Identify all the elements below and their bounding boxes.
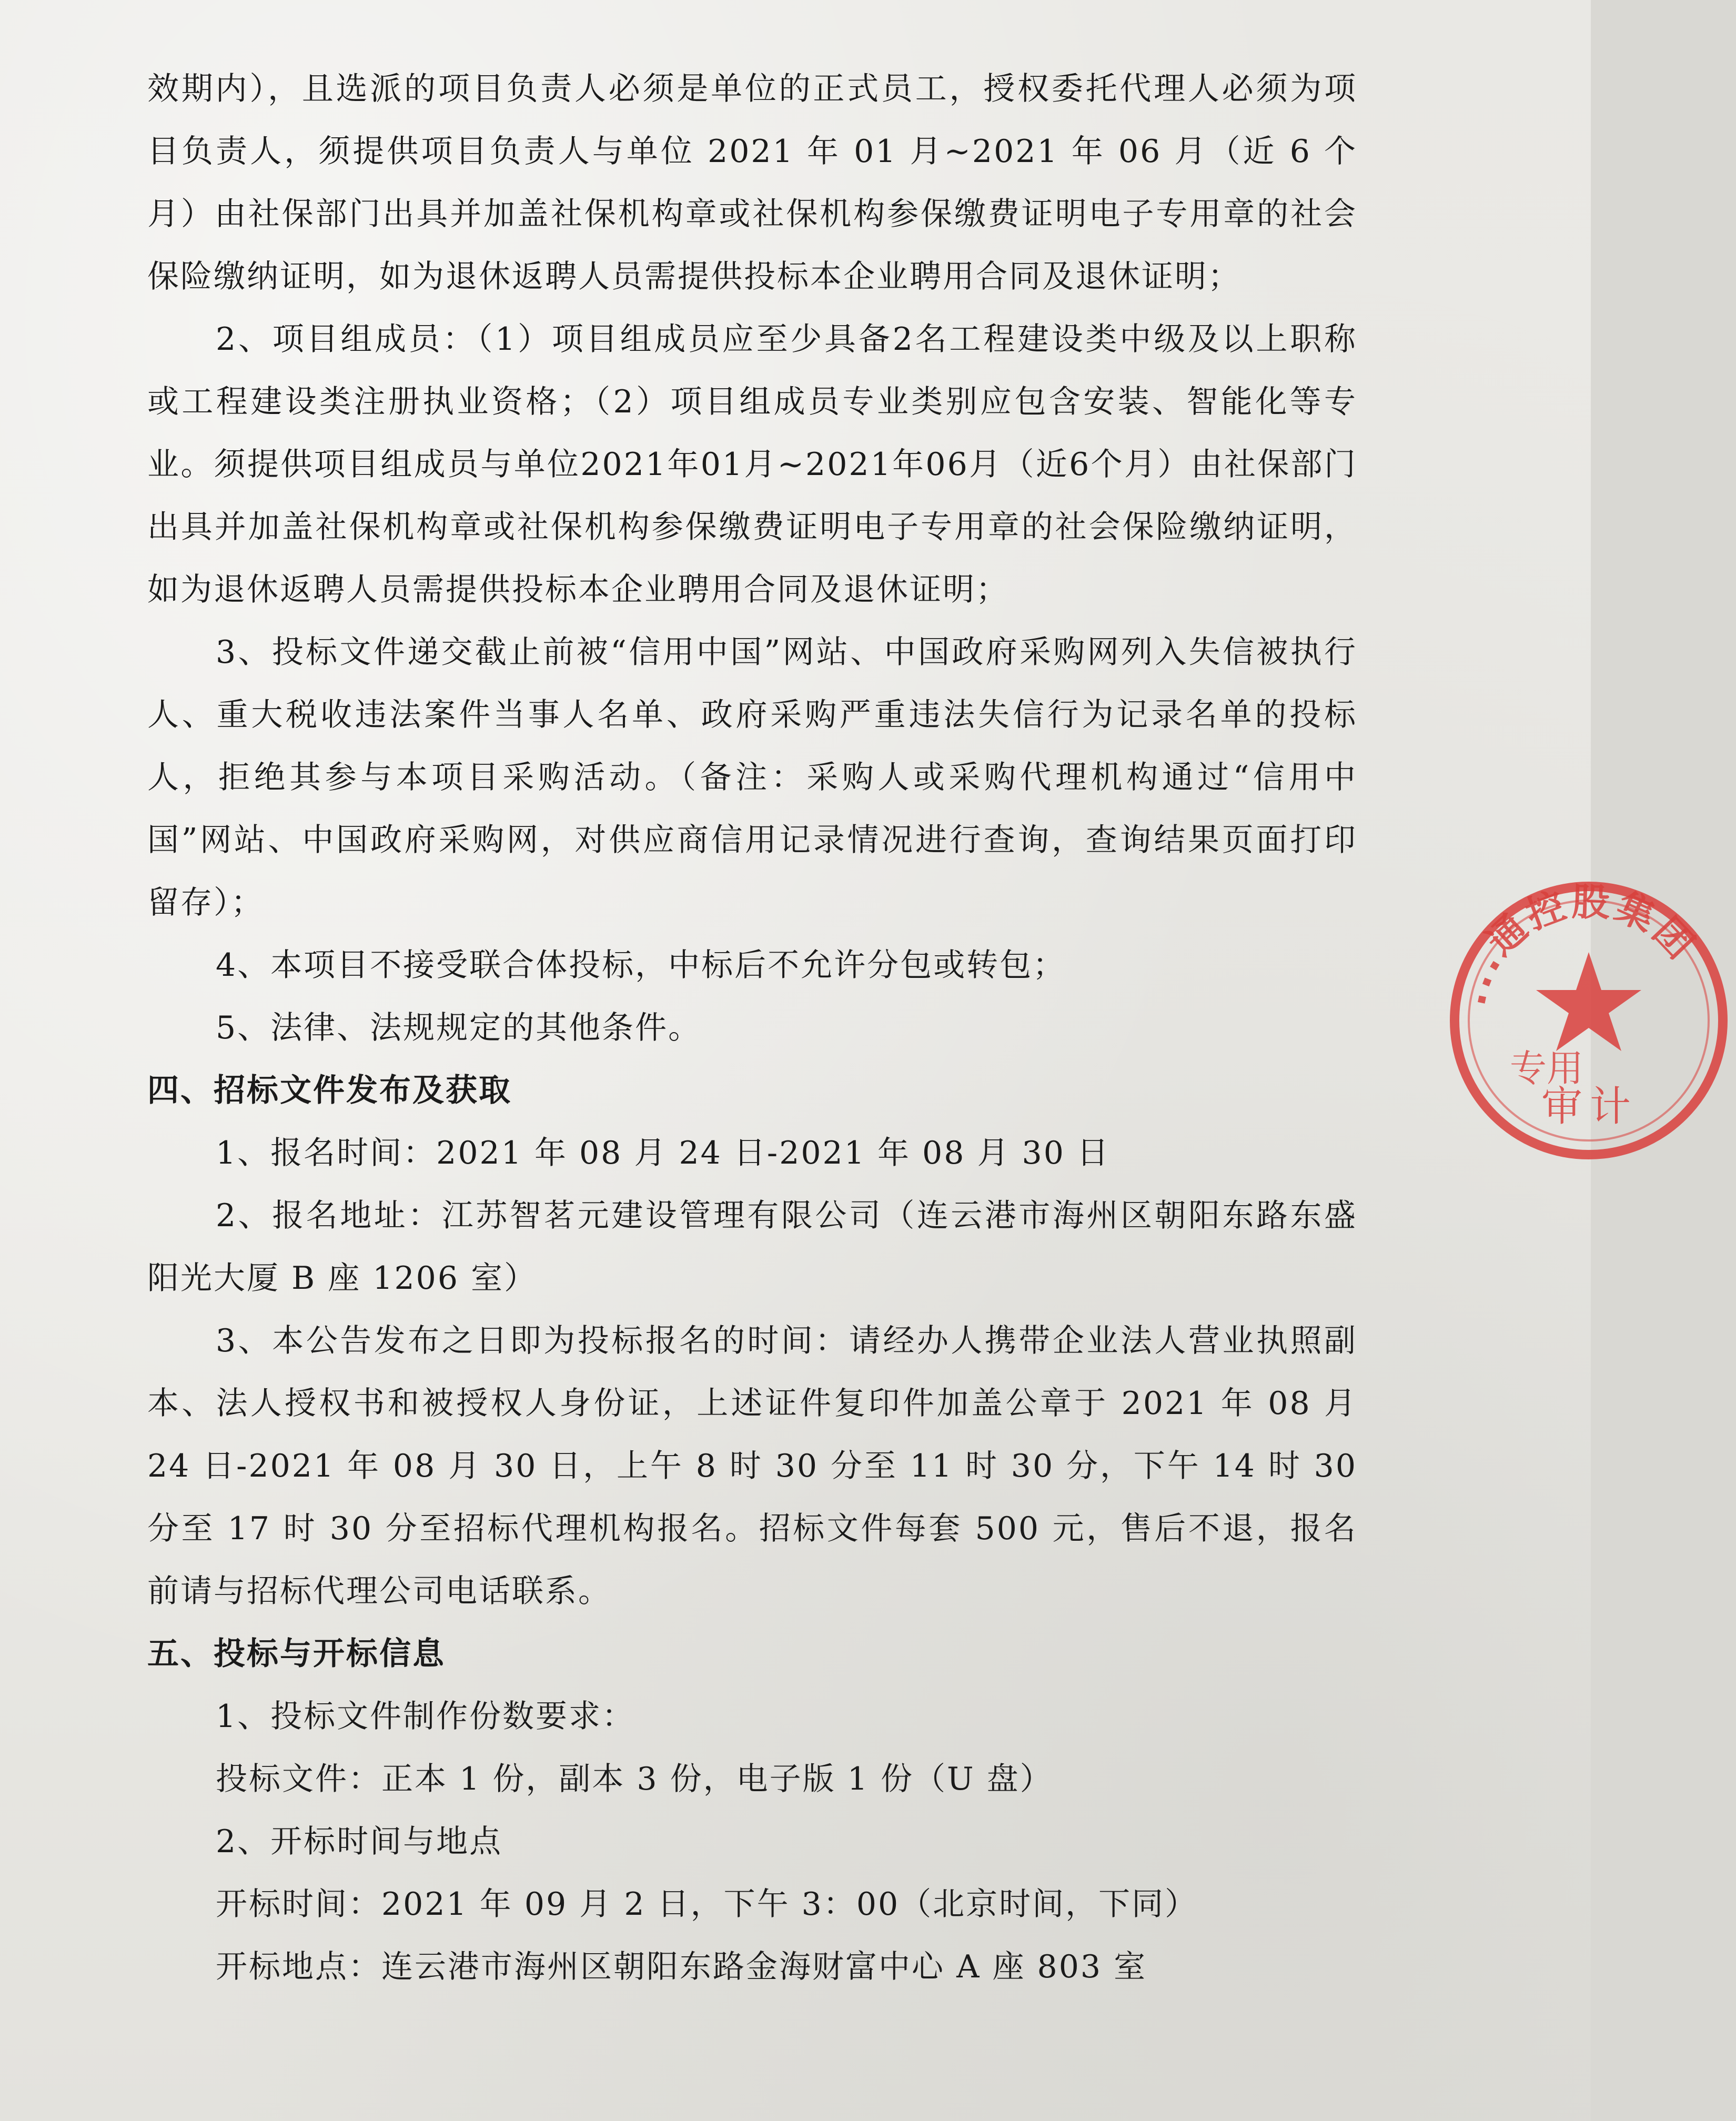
paragraph-no-consortium: 4、本项目不接受联合体投标，中标后不允许分包或转包；: [216, 947, 1066, 984]
paragraph-team-members: 2、项目组成员：（1）项目组成员应至少具备2名工程建设类中级及以上职称或工程建设类注册执业资格；（2）项目组成员专业类别应包含安装、智能化等专业。须提供项目组成员与单位2021年01月~2021年06月（近6个月）由社保部门出具并加盖社保机构章或社保机构参保缴费证明电子专用章的社会保险缴纳证明，如为退休返聘人员需提供投标本企业聘用合同及退休证明；: [147, 321, 1357, 608]
stamp-top-text: ...通控股集团: [1449, 879, 1705, 1009]
opening-time: 开标时间：2021 年 09 月 2 日，下午 3：00（北京时间，下同）: [216, 1886, 1198, 1923]
registration-address: 2、报名地址：江苏智茗元建设管理有限公司（连云港市海州区朝阳东路东盛阳光大厦 B 座 1206 室）: [147, 1197, 1357, 1297]
star-icon: [1536, 952, 1641, 1051]
stamp-bottom-text: 审计: [1541, 1083, 1639, 1130]
stamp-side-text: 专用: [1510, 1047, 1583, 1090]
registration-time: 1、报名时间：2021 年 08 月 24 日-2021 年 08 月 30 日: [216, 1135, 1110, 1171]
paragraph-credit-check: 3、投标文件递交截止前被“信用中国”网站、中国政府采购网列入失信被执行人、重大税收违法案件当事人名单、政府采购严重违法失信行为记录名单的投标人，拒绝其参与本项目采购活动。（备注：采购人或采购代理机构通过“信用中国”网站、中国政府采购网，对供应商信用记录情况进行查询，查询结果页面打印留存）；: [147, 634, 1357, 921]
copies-requirement: 投标文件：正本 1 份，副本 3 份，电子版 1 份（U 盘）: [216, 1761, 1053, 1797]
section-5-heading: 五、投标与开标信息: [147, 1635, 446, 1672]
section-4-heading: 四、招标文件发布及获取: [147, 1072, 512, 1109]
document-body: [147, 58, 1357, 1998]
opening-location: 开标地点：连云港市海州区朝阳东路金海财富中心 A 座 803 室: [216, 1948, 1147, 1985]
opening-time-place-label: 2、开标时间与地点: [216, 1823, 503, 1860]
red-seal-stamp: [1441, 873, 1736, 1168]
copies-requirement-label: 1、投标文件制作份数要求：: [216, 1698, 635, 1735]
paragraph-legal-conditions: 5、法律、法规规定的其他条件。: [216, 1009, 702, 1046]
paragraph-continuation: 效期内），且选派的项目负责人必须是单位的正式员工，授权委托代理人必须为项目负责人，须提供项目负责人与单位 2021 年 01 月~2021 年 06 月（近 6 个月）由社保部门出具并加盖社保机构章或社保机构参保缴费证明电子专用章的社会保险缴纳证明，如为退休返聘人员需提供投标本企业聘用合同及退休证明；: [147, 70, 1357, 295]
registration-procedure: 3、本公告发布之日即为投标报名的时间：请经办人携带企业法人营业执照副本、法人授权书和被授权人身份证，上述证件复印件加盖公章于 2021 年 08 月 24 日-2021 年 08 月 30 日，上午 8 时 30 分至 11 时 30 分，下午 14 时 30 分至 17 时 30 分至招标代理机构报名。招标文件每套 500 元，售后不退，报名前请与招标代理公司电话联系。: [147, 1322, 1357, 1610]
